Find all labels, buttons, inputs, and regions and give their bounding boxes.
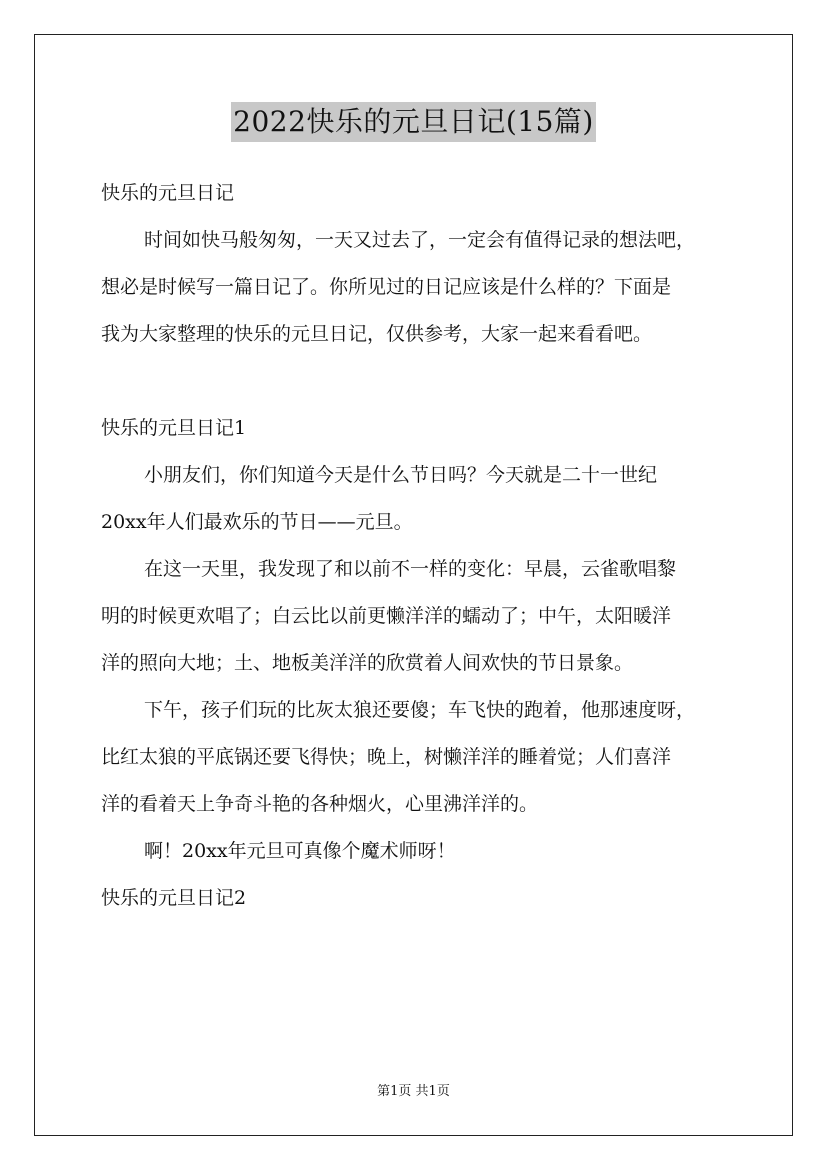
- page-footer: 第1页 共1页: [377, 1084, 450, 1099]
- text-line: 比红太狼的平底锅还要飞得快；晚上，树懒洋洋的睡着觉；人们喜洋: [101, 746, 672, 768]
- text-line: 洋的照向大地；土、地板美洋洋的欣赏着人间欢快的节日景象。: [101, 652, 634, 674]
- text-line: 我为大家整理的快乐的元旦日记，仅供参考，大家一起来看看吧。: [101, 323, 653, 345]
- text-line: 明的时候更欢唱了；白云比以前更懒洋洋的蠕动了；中午，太阳暖洋: [101, 605, 672, 627]
- text-line: 20xx年人们最欢乐的节日——元旦。: [101, 511, 413, 533]
- text-line: 快乐的元旦日记1: [101, 417, 247, 439]
- text-line: 小朋友们，你们知道今天是什么节日吗？今天就是二十一世纪: [144, 464, 658, 486]
- paragraph-gap: [101, 358, 741, 405]
- document-title: 2022快乐的元旦日记(15篇): [231, 102, 596, 142]
- text-line: 洋的看着天上争奇斗艳的各种烟火，心里沸洋洋的。: [101, 793, 539, 815]
- text-line: 想必是时候写一篇日记了。你所见过的日记应该是什么样的？下面是: [101, 276, 672, 298]
- text-line: 时间如快马般匆匆，一天又过去了，一定会有值得记录的想法吧，: [144, 229, 696, 251]
- text-line: 快乐的元旦日记2: [101, 887, 247, 909]
- document-body: [101, 170, 741, 922]
- text-line: 快乐的元旦日记: [101, 182, 235, 204]
- text-line: 啊！20xx年元旦可真像个魔术师呀！: [144, 840, 456, 862]
- title-container: [0, 102, 827, 142]
- text-line: 在这一天里，我发现了和以前不一样的变化：早晨，云雀歌唱黎: [144, 558, 677, 580]
- text-line: 下午，孩子们玩的比灰太狼还要傻；车飞快的跑着，他那速度呀，: [144, 699, 696, 721]
